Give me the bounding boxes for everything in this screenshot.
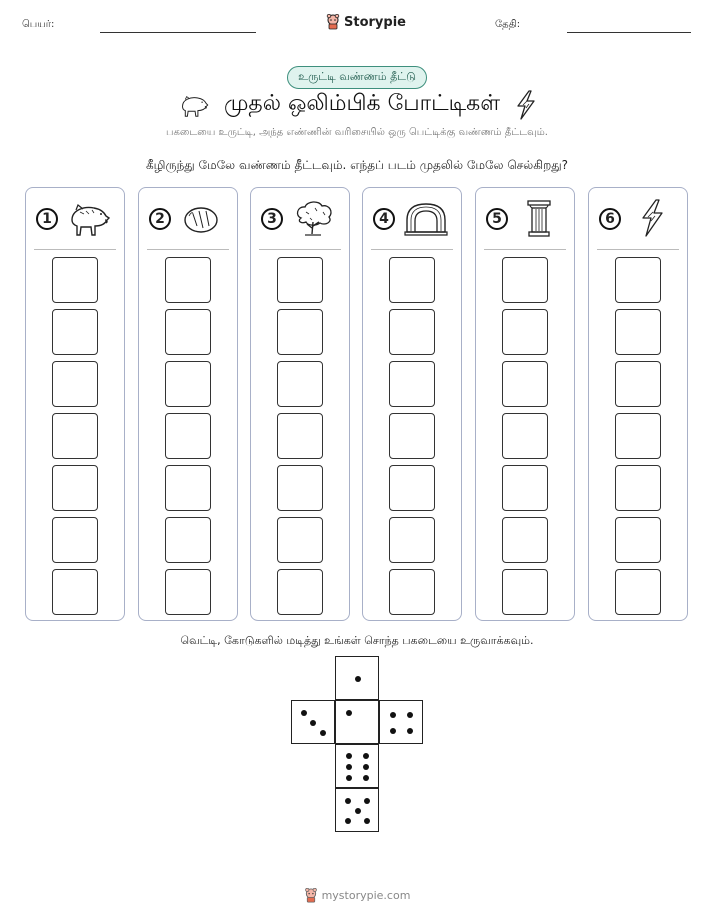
pip (346, 764, 352, 770)
color-box[interactable] (165, 517, 211, 563)
color-box[interactable] (615, 413, 661, 459)
pip (355, 808, 361, 814)
color-box[interactable] (277, 361, 323, 407)
column-number: 1 (36, 208, 58, 230)
column-5 (475, 187, 575, 621)
brand-logo (326, 14, 406, 30)
dice-face-2 (291, 700, 335, 744)
column-divider (34, 249, 116, 250)
color-box[interactable] (502, 361, 548, 407)
pip (346, 710, 352, 716)
pip (390, 728, 396, 734)
pip (345, 798, 351, 804)
activity-badge: உருட்டி வண்ணம் தீட்டு (287, 66, 427, 89)
color-box[interactable] (502, 465, 548, 511)
color-box[interactable] (615, 309, 661, 355)
color-box[interactable] (277, 465, 323, 511)
column-number: 4 (373, 208, 395, 230)
column-divider (484, 249, 566, 250)
color-box[interactable] (52, 517, 98, 563)
pip (407, 712, 413, 718)
column-divider (147, 249, 229, 250)
column-number: 2 (149, 208, 171, 230)
color-box[interactable] (165, 569, 211, 615)
dice-face-center (335, 700, 379, 744)
column-3 (250, 187, 350, 621)
color-box[interactable] (165, 257, 211, 303)
boar-icon (176, 91, 210, 119)
color-box[interactable] (389, 361, 435, 407)
column-6 (588, 187, 688, 621)
pip (364, 818, 370, 824)
color-box[interactable] (165, 361, 211, 407)
brand-name: Storypie (344, 14, 406, 30)
dice-face-1 (335, 656, 379, 700)
color-box[interactable] (52, 361, 98, 407)
storypie-mascot-icon (326, 14, 340, 30)
color-box[interactable] (615, 361, 661, 407)
color-box[interactable] (502, 257, 548, 303)
color-box[interactable] (165, 413, 211, 459)
pip (320, 730, 326, 736)
name-label: பெயர்: (22, 19, 55, 30)
column-divider (259, 249, 341, 250)
color-box[interactable] (277, 569, 323, 615)
column-4 (362, 187, 462, 621)
color-box[interactable] (389, 257, 435, 303)
footer (0, 888, 714, 903)
color-box[interactable] (615, 517, 661, 563)
page-title: முதல் ஒலிம்பிக் போட்டிகள் (223, 91, 501, 116)
pip (363, 775, 369, 781)
column-number: 3 (261, 208, 283, 230)
dice-instruction: வெட்டி, கோடுகளில் மடித்து உங்கள் சொந்த பகடையை உருவாக்கவும். (180, 634, 534, 647)
greek-column-icon (516, 198, 562, 238)
olive-tree-icon (291, 198, 337, 238)
color-box[interactable] (502, 309, 548, 355)
dice-face-4 (379, 700, 423, 744)
column-number: 5 (486, 208, 508, 230)
pip (363, 764, 369, 770)
color-box[interactable] (52, 569, 98, 615)
color-box[interactable] (52, 465, 98, 511)
column-number: 6 (599, 208, 621, 230)
color-box[interactable] (277, 517, 323, 563)
color-box[interactable] (277, 413, 323, 459)
color-box[interactable] (52, 309, 98, 355)
color-box[interactable] (389, 309, 435, 355)
color-box[interactable] (165, 465, 211, 511)
color-box[interactable] (502, 413, 548, 459)
bread-icon (179, 198, 225, 238)
pip (390, 712, 396, 718)
boar-icon (66, 198, 112, 238)
column-divider (597, 249, 679, 250)
color-box[interactable] (277, 257, 323, 303)
storypie-mascot-icon (304, 888, 318, 903)
color-box[interactable] (502, 569, 548, 615)
color-box[interactable] (615, 569, 661, 615)
color-box[interactable] (52, 257, 98, 303)
stadium-arch-icon (403, 198, 449, 238)
pip (310, 720, 316, 726)
color-box[interactable] (389, 465, 435, 511)
color-box[interactable] (52, 413, 98, 459)
color-box[interactable] (615, 257, 661, 303)
lightning-icon (514, 90, 538, 120)
pip (301, 710, 307, 716)
dice-face-6 (335, 744, 379, 788)
pip (346, 753, 352, 759)
lightning-icon (629, 198, 675, 238)
coloring-instruction: கீழிருந்து மேலே வண்ணம் தீட்டவும். எந்தப் படம் முதலில் மேலே செல்கிறது? (145, 158, 569, 172)
footer-url[interactable]: mystorypie.com (321, 889, 411, 902)
pip (346, 775, 352, 781)
color-box[interactable] (165, 309, 211, 355)
color-box[interactable] (389, 413, 435, 459)
name-line[interactable] (100, 32, 256, 33)
color-box[interactable] (389, 517, 435, 563)
color-box[interactable] (502, 517, 548, 563)
pip (407, 728, 413, 734)
column-1 (25, 187, 125, 621)
pip (345, 818, 351, 824)
column-divider (371, 249, 453, 250)
pip (364, 798, 370, 804)
column-2 (138, 187, 238, 621)
color-box[interactable] (615, 465, 661, 511)
dice-face-5 (335, 788, 379, 832)
page-subtitle: பகடையை உருட்டி, அந்த எண்ணின் வரிசையில் ஒரு பெட்டிக்கு வண்ணம் தீட்டவும். (166, 127, 548, 138)
pip (355, 676, 361, 682)
date-label: தேதி: (495, 19, 521, 30)
pip (363, 753, 369, 759)
color-box[interactable] (277, 309, 323, 355)
date-line[interactable] (567, 32, 691, 33)
color-box[interactable] (389, 569, 435, 615)
